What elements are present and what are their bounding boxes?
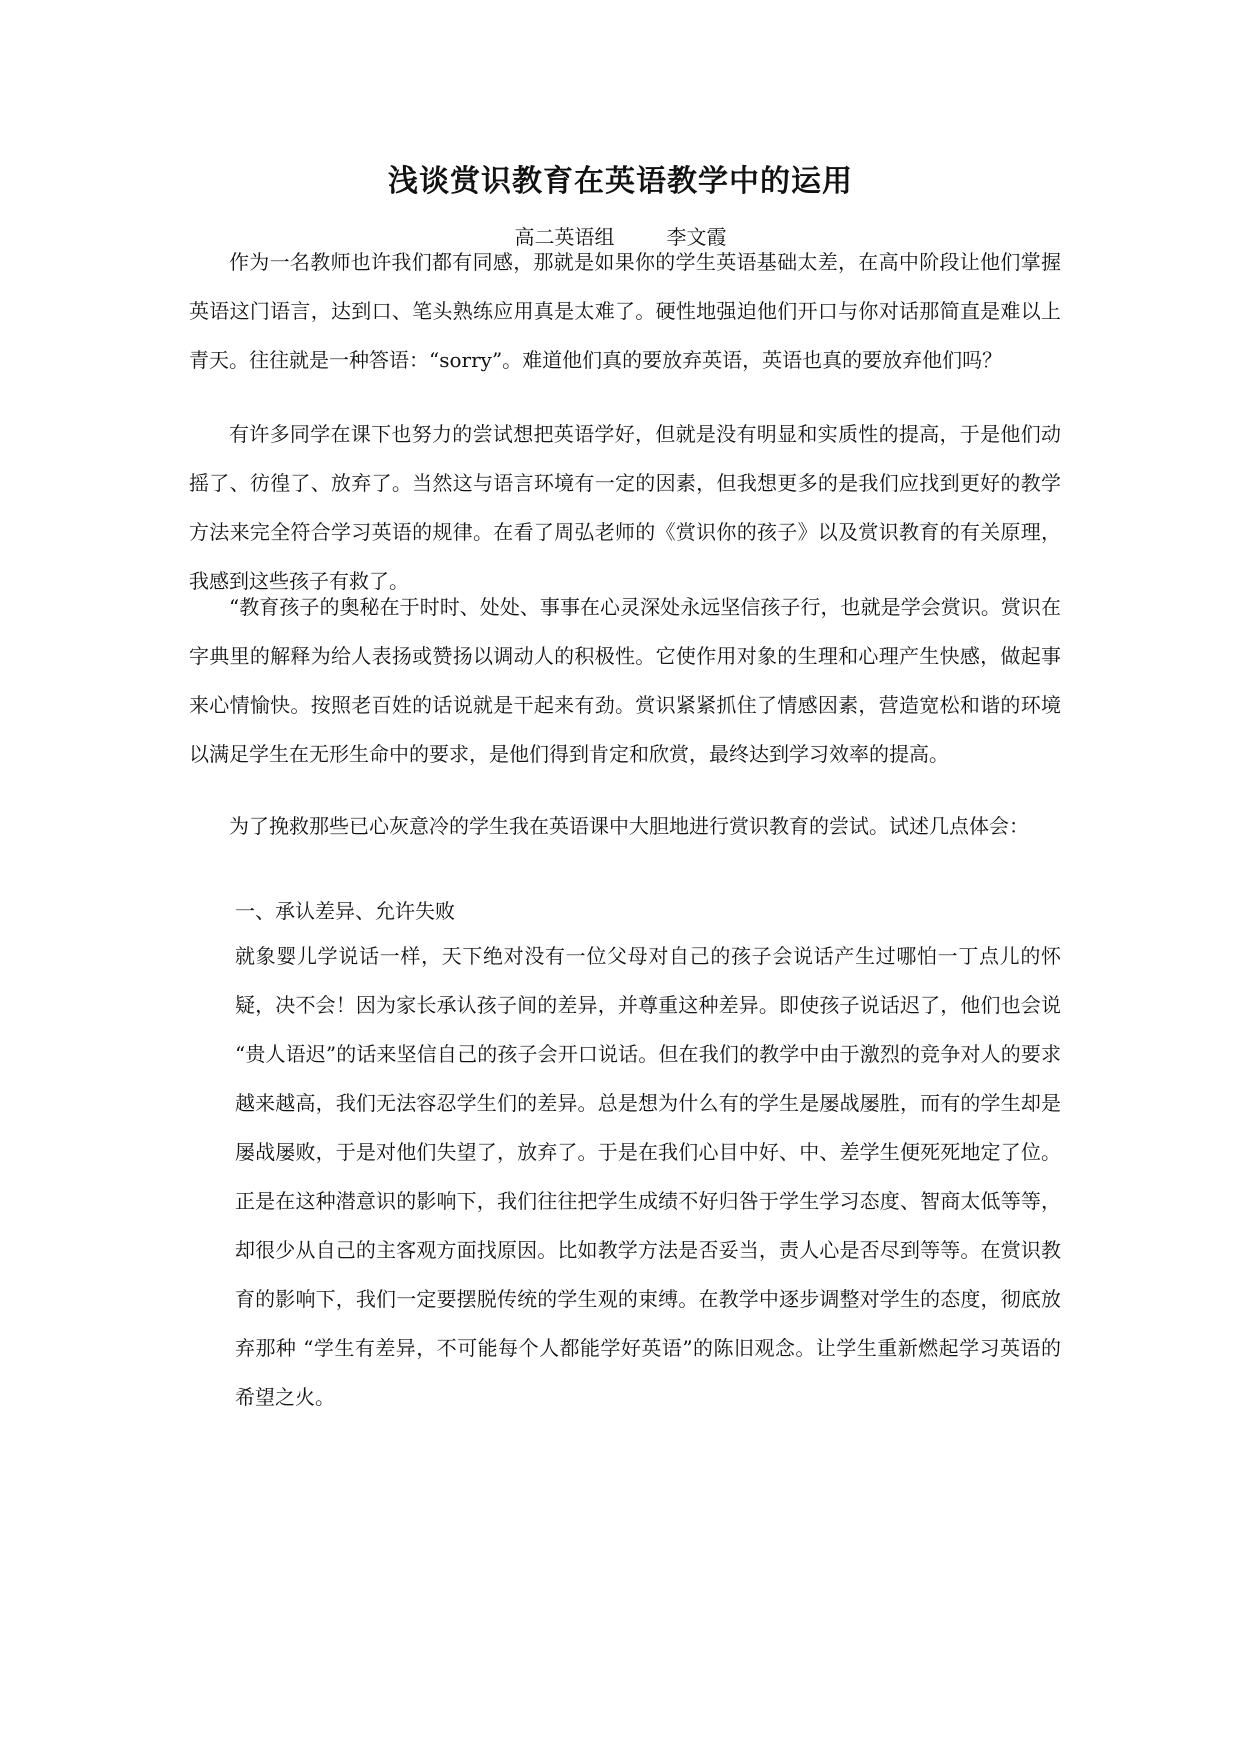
byline-group: 高二英语组 [514, 225, 615, 249]
paragraph-2: 有许多同学在课下也努力的尝试想把英语学好，但就是没有明显和实质性的提高，于是他们动摇了、彷徨了、放弃了。当然这与语言环境有一定的因素，但我想更多的是我们应找到更好的教学方法来完全符合学习英语的规律。在看了周弘老师的《赏识你的孩子》以及赏识教育的有关原理，我感到这些孩子有救了。 [189, 422, 1061, 593]
document-title: 浅谈赏识教育在英语教学中的运用 [388, 164, 853, 199]
paragraph-4: 为了挽救那些已心灰意冷的学生我在英语课中大胆地进行赏识教育的尝试。试述几点体会： [229, 814, 1029, 838]
section-heading: 一、承认差异、允许失败 [235, 899, 455, 923]
paragraph-1: 作为一名教师也许我们都有同感，那就是如果你的学生英语基础太差，在高中阶段让他们掌握英语这门语言，达到口、笔头熟练应用真是太难了。硬性地强迫他们开口与你对话那简直是难以上青天。往往就是一种答语：“sorry”。难道他们真的要放弃英语，英语也真的要放弃他们吗？ [189, 250, 1061, 372]
paragraph-3: “教育孩子的奥秘在于时时、处处、事事在心灵深处永远坚信孩子行，也就是学会赏识。赏识在字典里的解释为给人表扬或赞扬以调动人的积极性。它使作用对象的生理和心理产生快感，做起事来心情愉快。按照老百姓的话说就是干起来有劲。赏识紧紧抓住了情感因素，营造宽松和谐的环境以满足学生在无形生命中的要求，是他们得到肯定和欣赏，最终达到学习效率的提高。 [189, 595, 1061, 766]
section-body: 就象婴儿学说话一样，天下绝对没有一位父母对自己的孩子会说话产生过哪怕一丁点儿的怀疑，决不会！因为家长承认孩子间的差异，并尊重这种差异。即使孩子说话迟了，他们也会说 “贵人语迟”的话来坚信自己的孩子会开口说话。但在我们的教学中由于激烈的竞争对人的要求越来越高，我们无法容忍学生们的差异。总是想为什么有的学生是屡战屡胜，而有的学生却是屡战屡败，于是对他们失望了，放弃了。于是在我们心目中好、中、差学生便死死地定了位。正是在这种潜意识的影响下，我们往往把学生成绩不好归咎于学生学习态度、智商太低等等，却很少从自己的主客观方面找原因。比如教学方法是否妥当，责人心是否尽到等等。在赏识教育的影响下，我们一定要摆脱传统的学生观的束缚。在教学中逐步调整对学生的态度，彻底放弃那种 “学生有差异，不可能每个人都能学好英语”的陈旧观念。让学生重新燃起学习英语的希望之火。 [235, 944, 1061, 1409]
byline-author: 李文霞 [666, 225, 727, 249]
